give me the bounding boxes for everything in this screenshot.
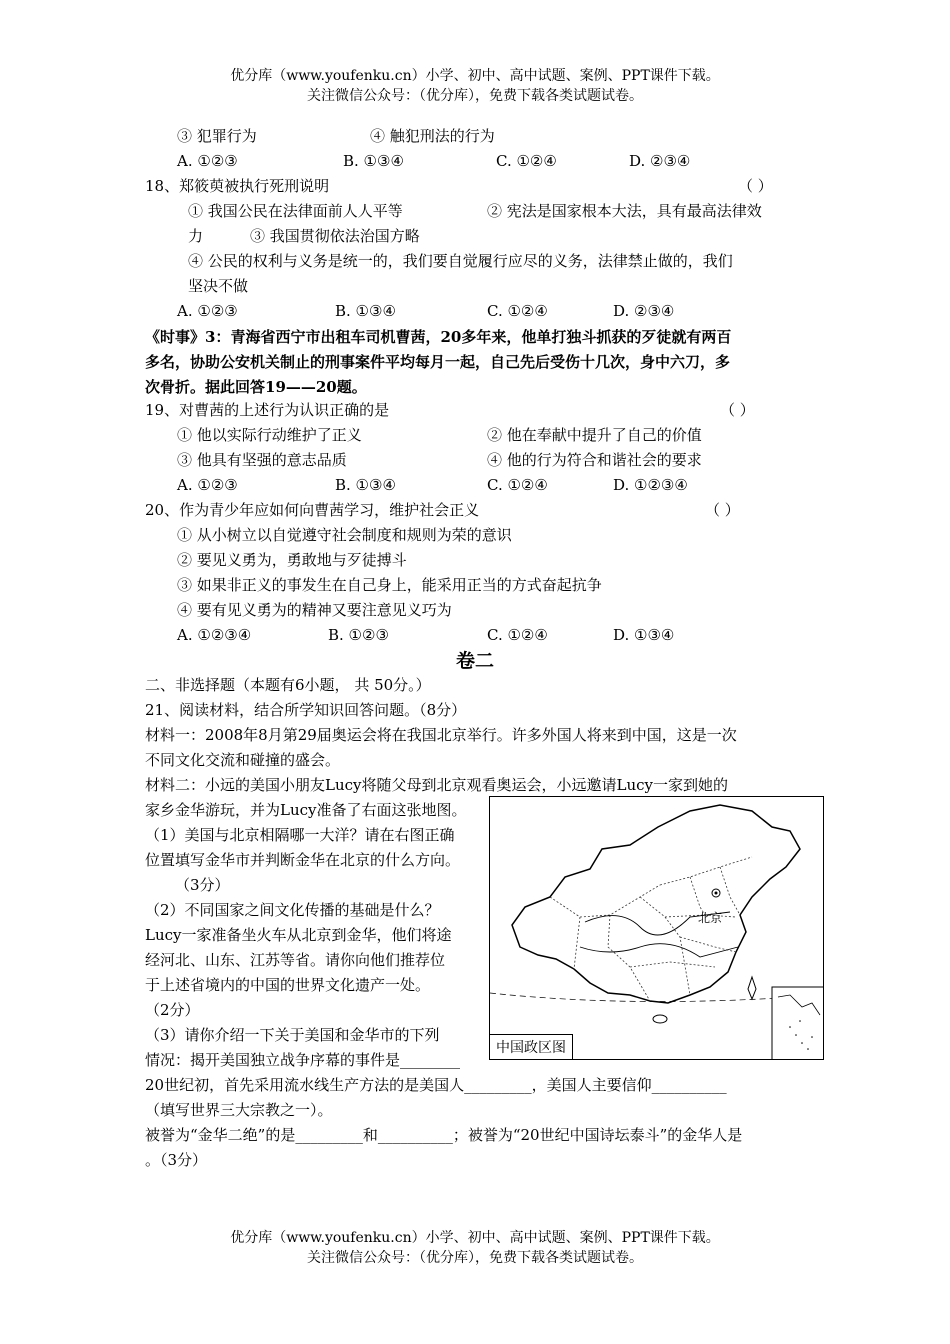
beijing-label: 北京 xyxy=(698,911,723,925)
q18-answer-d: D. ②③④ xyxy=(613,302,675,320)
china-outline xyxy=(512,805,800,1003)
china-map-drawing xyxy=(490,797,824,1060)
q20-stem: 20、作为青少年应如何向曹茜学习，维护社会正义 xyxy=(145,501,480,519)
yangtze-river xyxy=(580,944,738,957)
q21-part-3-line-1: （3）请你介绍一下关于美国和金华市的下列 xyxy=(145,1026,440,1044)
q19-answer-b: B. ①③④ xyxy=(335,476,396,494)
q19-statement-2: ② 他在奉献中提升了自己的价值 xyxy=(487,426,702,444)
q20-answer-a: A. ①②③④ xyxy=(177,626,252,644)
q19-answer-paren: （ ） xyxy=(720,401,755,419)
q21-material-1-line-2: 不同文化交流和碰撞的盛会。 xyxy=(145,751,341,769)
q17-option-4: ④ 触犯刑法的行为 xyxy=(370,127,495,145)
q18-statement-2-cont: 力 xyxy=(188,227,204,245)
q17-answer-a: A. ①②③ xyxy=(177,152,238,170)
china-political-map xyxy=(489,796,824,1060)
q20-statement-3: ③ 如果非正义的事发生在自己身上，能采用正当的方式奋起抗争 xyxy=(177,576,602,594)
q20-statement-4: ④ 要有见义勇为的精神又要注意见义巧为 xyxy=(177,601,452,619)
q19-answer-a: A. ①②③ xyxy=(177,476,238,494)
q20-statement-2: ② 要见义勇为，勇敢地与歹徒搏斗 xyxy=(177,551,407,569)
q18-statement-2: ② 宪法是国家根本大法，具有最高法律效 xyxy=(487,202,762,220)
q18-statement-4: ④ 公民的权利与义务是统一的，我们要自觉履行应尽的义务，法律禁止做的，我们 xyxy=(188,252,733,270)
q20-answer-paren: （ ） xyxy=(705,501,740,519)
q19-answer-d: D. ①②③④ xyxy=(613,476,688,494)
q18-statement-4-cont: 坚决不做 xyxy=(188,277,249,295)
q21-material-2-line-2: 家乡金华游玩，并为Lucy准备了右面这张地图。 xyxy=(145,801,467,819)
footer-line-1: 优分库（www.youfenku.cn）小学、初中、高中试题、案例、PPT课件下载。 xyxy=(230,1230,720,1246)
map-caption: 中国政区图 xyxy=(490,1034,573,1059)
province-borders xyxy=(550,857,752,1001)
q20-answer-c: C. ①②④ xyxy=(487,626,548,644)
q20-answer-b: B. ①②③ xyxy=(328,626,389,644)
q21-part-3-line-3: 20世纪初，首先采用流水线生产方法的是美国人_________，美国人主要信仰__________ xyxy=(145,1076,727,1094)
q17-answer-c: C. ①②④ xyxy=(496,152,557,170)
q18-statement-1: ① 我国公民在法律面前人人平等 xyxy=(188,202,403,220)
q21-part-2-line-4: 于上述省境内的中国的世界文化遗产一处。 xyxy=(145,976,431,994)
q21-part-3-line-5: 被誉为“金华二绝”的是_________和__________；被誉为“20世纪中国诗坛泰斗”的金华人是 xyxy=(145,1126,743,1144)
q21-part-2-line-3: 经河北、山东、江苏等省。请你向他们推荐位 xyxy=(145,951,446,969)
south-china-sea-inset xyxy=(772,987,824,1060)
q21-part-3-line-6: 。（3分） xyxy=(145,1151,208,1169)
q21-stem: 21、阅读材料，结合所学知识回答问题。（8分） xyxy=(145,701,467,719)
q18-answer-b: B. ①③④ xyxy=(335,302,396,320)
q17-option-3: ③ 犯罪行为 xyxy=(177,127,257,145)
header-line-1: 优分库（www.youfenku.cn）小学、初中、高中试题、案例、PPT课件下载。 xyxy=(230,68,720,84)
current-event-line-2: 多名，协助公安机关制止的刑事案件平均每月一起，自己先后受伤十几次，身中六刀，多 xyxy=(145,353,731,371)
q19-statement-3: ③ 他具有坚强的意志品质 xyxy=(177,451,347,469)
part-2-title: 卷二 xyxy=(455,650,494,672)
hainan xyxy=(653,1015,667,1023)
q21-part-1-line-2: 位置填写金华市并判断金华在北京的什么方向。 xyxy=(145,851,461,869)
q20-statement-1: ① 从小树立以自觉遵守社会制度和规则为荣的意识 xyxy=(177,526,512,544)
q18-answer-paren: （ ） xyxy=(738,177,773,195)
current-event-line-1: 《时事》3：青海省西宁市出租车司机曹茜，20多年来，他单打独斗抓获的歹徒就有两百 xyxy=(145,328,732,346)
q18-stem: 18、郑筱萸被执行死刑说明 xyxy=(145,177,330,195)
current-event-line-3: 次骨折。据此回答19——20题。 xyxy=(145,378,367,396)
q21-part-1-line-1: （1）美国与北京相隔哪一大洋？请在右图正确 xyxy=(145,826,455,844)
q21-part-2-score: （2分） xyxy=(145,1001,200,1019)
q21-part-3-line-4: （填写世界三大宗教之一）。 xyxy=(145,1101,333,1119)
taiwan xyxy=(748,977,756,999)
q19-stem: 19、对曹茜的上述行为认识正确的是 xyxy=(145,401,390,419)
q19-statement-1: ① 他以实际行动维护了正义 xyxy=(177,426,362,444)
q19-statement-4: ④ 他的行为符合和谐社会的要求 xyxy=(487,451,702,469)
header-line-2: 关注微信公众号：（优分库），免费下载各类试题试卷。 xyxy=(307,88,643,104)
q21-part-3-line-2: 情况：揭开美国独立战争序幕的事件是________ xyxy=(145,1051,461,1069)
q17-answer-d: D. ②③④ xyxy=(629,152,691,170)
q20-answer-d: D. ①③④ xyxy=(613,626,675,644)
q21-part-2-line-1: （2）不同国家之间文化传播的基础是什么？ xyxy=(145,901,440,919)
q21-part-2-line-2: Lucy一家准备坐火车从北京到金华，他们将途 xyxy=(145,926,452,944)
q18-statement-3: ③ 我国贯彻依法治国方略 xyxy=(250,227,420,245)
part-2-intro: 二、非选择题（本题有6小题， 共 50分。） xyxy=(145,676,431,694)
q18-answer-c: C. ①②④ xyxy=(487,302,548,320)
footer-line-2: 关注微信公众号：（优分库），免费下载各类试题试卷。 xyxy=(307,1250,643,1266)
q19-answer-c: C. ①②④ xyxy=(487,476,548,494)
q17-answer-b: B. ①③④ xyxy=(343,152,404,170)
q21-part-1-score: （3分） xyxy=(175,876,230,894)
q21-material-2-line-1: 材料二：小远的美国小朋友Lucy将随父母到北京观看奥运会，小远邀请Lucy一家到她的 xyxy=(145,776,728,794)
q18-answer-a: A. ①②③ xyxy=(177,302,238,320)
q21-material-1-line-1: 材料一：2008年8月第29届奥运会将在我国北京举行。许多外国人将来到中国，这是一次 xyxy=(145,726,737,744)
